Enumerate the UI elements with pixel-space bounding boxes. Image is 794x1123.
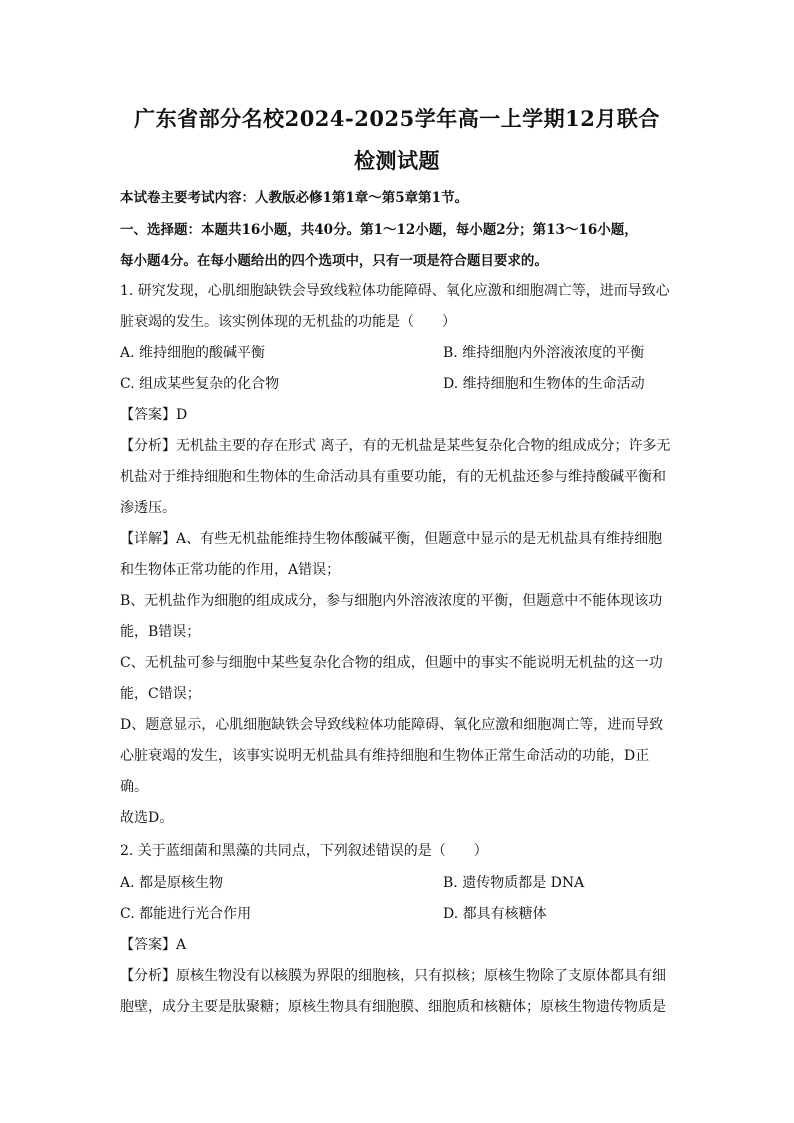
q1-detail-line-1: 【详解】A、有些无机盐能维持生物体酸碱平衡，但题意中显示的是无机盐具有维持细胞 bbox=[120, 531, 663, 547]
q1-detail-line-9: 确。 bbox=[120, 779, 148, 795]
q1-conclusion: 故选D。 bbox=[120, 810, 174, 826]
q1-detail-line-6: 能，C错误； bbox=[120, 686, 201, 702]
q1-detail-line-5: C、无机盐可参与细胞中某些复杂化合物的组成，但题中的事实不能说明无机盐的这一功 bbox=[120, 655, 663, 671]
exam-scope-note: 本试卷主要考试内容：人教版必修1第1章～第5章第1节。 bbox=[120, 190, 469, 206]
q1-detail-line-8: 心脏衰竭的发生，该事实说明无机盐具有维持细胞和生物体正常生命活动的功能，D正 bbox=[120, 748, 650, 764]
q2-option-b: B. 遗传物质都是 DNA bbox=[443, 875, 585, 891]
q1-detail-line-3: B、无机盐作为细胞的组成成分，参与细胞内外溶液浓度的平衡，但题意中不能体现该功 bbox=[120, 593, 663, 609]
q1-detail-line-7: D、题意显示，心肌细胞缺铁会导致线粒体功能障碍、氧化应激和细胞凋亡等，进而导致 bbox=[120, 717, 664, 733]
q1-option-c: C. 组成某些复杂的化合物 bbox=[120, 376, 280, 392]
q1-stem-line-1: 1. 研究发现，心肌细胞缺铁会导致线粒体功能障碍、氧化应激和细胞凋亡等，进而导致心 bbox=[120, 283, 670, 299]
q2-option-a: A. 都是原核生物 bbox=[120, 875, 224, 891]
section-heading-line-2: 每小题4分。在每小题给出的四个选项中，只有一项是符合题目要求的。 bbox=[120, 253, 548, 269]
q1-analysis-line-3: 渗透压。 bbox=[120, 500, 176, 516]
q2-option-d: D. 都具有核糖体 bbox=[443, 906, 547, 922]
q1-stem-line-2: 脏衰竭的发生。该实例体现的无机盐的功能是（ ） bbox=[120, 314, 456, 330]
section-heading-line-1: 一、选择题：本题共16小题，共40分。第1～12小题，每小题2分；第13～16小题， bbox=[120, 222, 638, 238]
q1-answer: 【答案】D bbox=[120, 407, 188, 423]
q1-option-b: B. 维持细胞内外溶液浓度的平衡 bbox=[443, 345, 645, 361]
q2-answer: 【答案】A bbox=[120, 937, 187, 953]
q1-detail-line-2: 和生物体正常功能的作用，A错误； bbox=[120, 562, 341, 578]
q1-analysis-line-1: 【分析】无机盐主要的存在形式 离子，有的无机盐是某些复杂化合物的组成成分；许多无 bbox=[120, 438, 671, 454]
q1-analysis-line-2: 机盐对于维持细胞和生物体的生命活动具有重要功能，有的无机盐还参与维持酸碱平衡和 bbox=[120, 469, 666, 485]
document-title-line-2: 检测试题 bbox=[354, 148, 440, 173]
q1-option-d: D. 维持细胞和生物体的生命活动 bbox=[443, 376, 645, 392]
q1-option-a: A. 维持细胞的酸碱平衡 bbox=[120, 345, 266, 361]
document-title-line-1: 广东省部分名校2024-2025学年高一上学期12月联合 bbox=[134, 106, 660, 131]
q2-analysis-line-2: 胞壁，成分主要是肽聚糖；原核生物具有细胞膜、细胞质和核糖体；原核生物遗传物质是 bbox=[120, 999, 666, 1015]
q2-option-c: C. 都能进行光合作用 bbox=[120, 906, 252, 922]
q1-detail-line-4: 能，B错误； bbox=[120, 624, 201, 640]
q2-stem-line-1: 2. 关于蓝细菌和黑藻的共同点，下列叙述错误的是（ ） bbox=[120, 843, 488, 859]
q2-analysis-line-1: 【分析】原核生物没有以核膜为界限的细胞核，只有拟核；原核生物除了支原体都具有细 bbox=[120, 968, 666, 984]
